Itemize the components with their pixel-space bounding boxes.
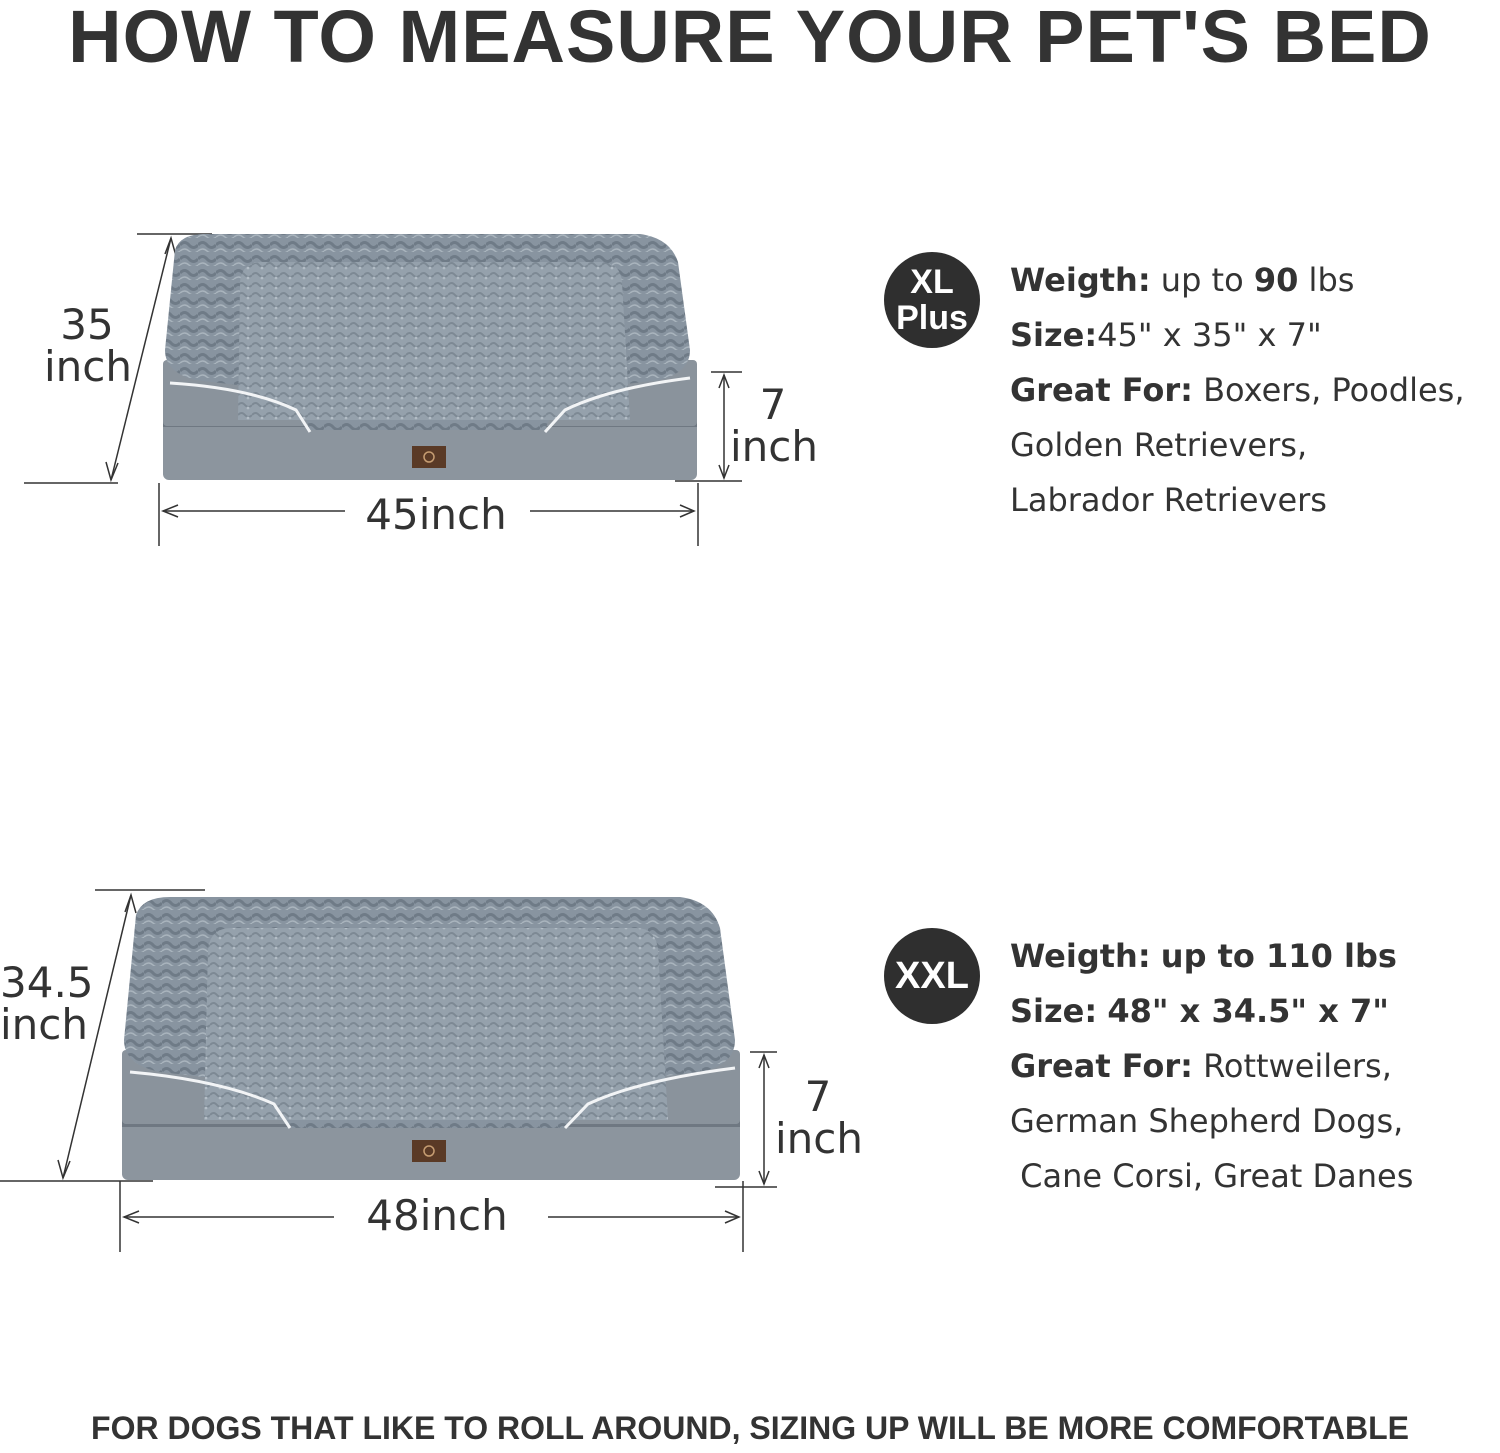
- great-for-label: Great For:: [1010, 1047, 1193, 1085]
- weight-label: Weigth:: [1010, 937, 1151, 975]
- badge-line-2: Plus: [896, 299, 968, 337]
- great-for-line-3: Labrador Retrievers: [1010, 481, 1327, 519]
- page-title: HOW TO MEASURE YOUR PET'S BED: [68, 0, 1432, 78]
- weight-unit: lbs: [1308, 261, 1355, 299]
- great-for-line-3: Cane Corsi, Great Danes: [1010, 1157, 1414, 1195]
- great-for-value: Rottweilers,: [1203, 1047, 1392, 1085]
- size-value: 48" x 34.5" x 7": [1107, 992, 1389, 1030]
- weight-value: 90: [1253, 261, 1299, 299]
- xl-height-unit: inch: [730, 422, 818, 471]
- footer-note: FOR DOGS THAT LIKE TO ROLL AROUND, SIZING UP WILL BE MORE COMFORTABLE: [91, 1410, 1409, 1446]
- xxl-spec-list: [1010, 936, 1413, 1211]
- xxl-width-label: 48inch: [346, 1195, 528, 1237]
- xxl-size-badge: [884, 928, 980, 1024]
- weight-prefix: up to: [1160, 261, 1244, 299]
- size-label: Size:: [1010, 992, 1098, 1030]
- great-for-line-2: German Shepherd Dogs,: [1010, 1102, 1404, 1140]
- badge-line-1: XL: [910, 263, 954, 301]
- great-for-value: Boxers, Poodles,: [1203, 371, 1465, 409]
- xl-width-label: 45inch: [350, 494, 522, 536]
- weight-line: [1010, 936, 1413, 991]
- size-value: 45" x 35" x 7": [1097, 316, 1322, 354]
- xxl-depth-label: [0, 958, 94, 1049]
- badge-line-1: XXL: [895, 955, 969, 997]
- xxl-depth-value: 34.5: [0, 958, 94, 1007]
- xl-depth-unit: inch: [44, 342, 132, 391]
- xxl-height-unit: inch: [775, 1114, 863, 1163]
- weight-label: Weigth:: [1010, 261, 1151, 299]
- xl-depth-value: 35: [60, 300, 114, 349]
- great-for-line: [1010, 1046, 1413, 1101]
- xxl-height-value: 7: [804, 1072, 832, 1121]
- xl-height-value: 7: [759, 380, 787, 429]
- great-for-line-2: Golden Retrievers,: [1010, 426, 1308, 464]
- weight-value: up to 110 lbs: [1160, 937, 1397, 975]
- size-line: [1010, 991, 1413, 1046]
- xxl-depth-unit: inch: [0, 1000, 88, 1049]
- size-label: Size:: [1010, 316, 1098, 354]
- xxl-height-label: [775, 1072, 863, 1163]
- great-for-label: Great For:: [1010, 371, 1193, 409]
